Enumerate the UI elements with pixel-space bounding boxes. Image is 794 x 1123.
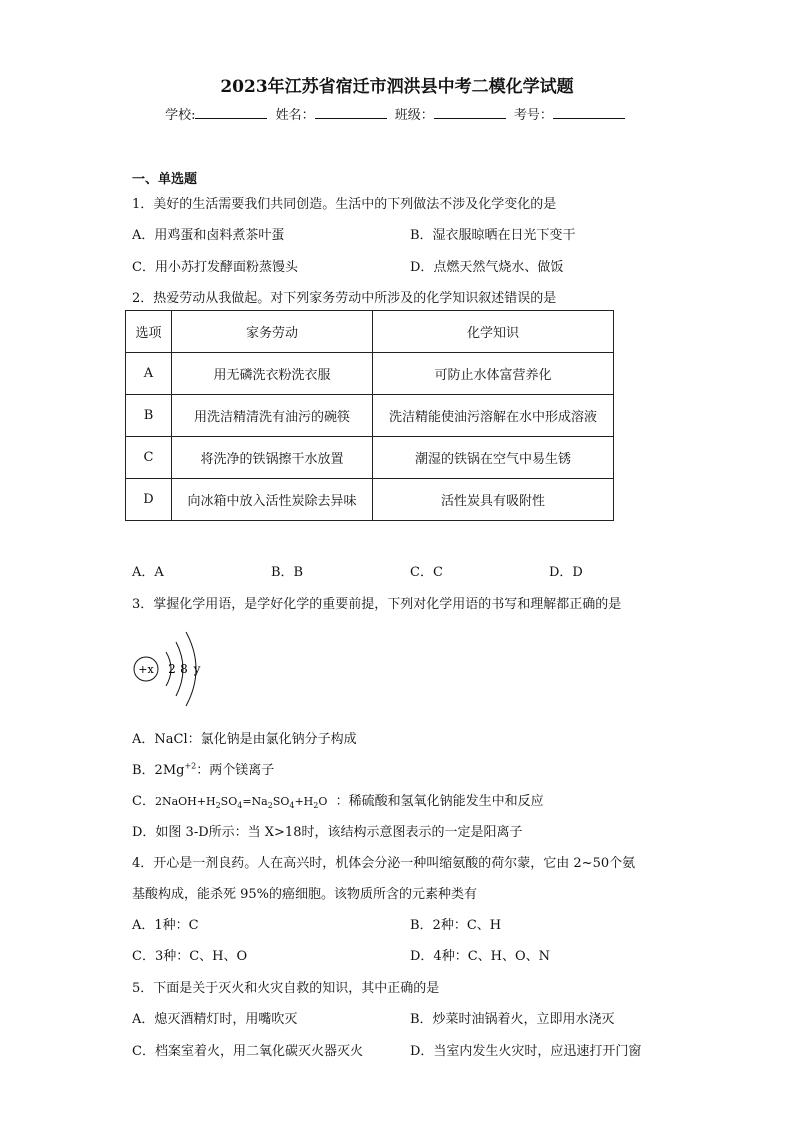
q2-option-c: C．C <box>410 565 443 580</box>
q1-option-c: C．用小苏打发酵面粉蒸馒头 <box>132 260 298 275</box>
q4-option-d: D．4种：C、H、O、N <box>410 949 551 964</box>
table-cell: A <box>126 353 172 395</box>
table-cell: 可防止水体富营养化 <box>373 353 614 395</box>
shell1-electrons: 2 <box>168 662 176 676</box>
q5-option-c: C．档案室着火，用二氧化碳灭火器灭火 <box>132 1044 363 1059</box>
header-knowledge: 化学知识 <box>373 311 614 353</box>
q5-option-b: B．炒菜时油锅着火，立即用水浇灭 <box>410 1012 615 1027</box>
section-heading: 一、单选题 <box>132 172 198 187</box>
option-b-charge: +2 <box>184 761 197 771</box>
name-blank[interactable] <box>315 106 387 119</box>
atom-structure-diagram <box>130 622 220 712</box>
table-row <box>126 437 614 479</box>
q1-option-d: D．点燃天然气烧水、做饭 <box>410 260 564 275</box>
q4-option-c: C．3种：C、H、O <box>132 949 248 964</box>
q5-stem: 5．下面是关于灭火和火灾自救的知识，其中正确的是 <box>132 981 440 996</box>
q3-option-b <box>132 759 274 778</box>
class-label: 班级： <box>394 108 434 123</box>
option-c-equation: $2NaOH+H_2SO_4=Na_2SO_4+H_2O$ <box>154 795 328 811</box>
option-b-formula: B．2Mg <box>132 763 185 778</box>
q1-stem: 1．美好的生活需要我们共同创造。生活中的下列做法不涉及化学变化的是 <box>132 197 557 212</box>
q1-option-a: A．用鸡蛋和卤料煮茶叶蛋 <box>132 228 285 243</box>
table-cell: 向冰箱中放入活性炭除去异味 <box>172 479 373 521</box>
header-housework: 家务劳动 <box>172 311 373 353</box>
exam-no-label: 考号： <box>513 108 553 123</box>
q2-stem: 2．热爱劳动从我做起。对下列家务劳动中所涉及的化学知识叙述错误的是 <box>132 291 557 306</box>
q3-stem: 3．掌握化学用语，是学好化学的重要前提，下列对化学用语的书写和理解都正确的是 <box>132 597 622 612</box>
table-cell: 潮湿的铁锅在空气中易生锈 <box>373 437 614 479</box>
q5-option-a: A．熄灭酒精灯时，用嘴吹灭 <box>132 1012 298 1027</box>
table-row <box>126 479 614 521</box>
table-cell: C <box>126 437 172 479</box>
school-label: 学校: <box>165 108 196 123</box>
table-cell: 洗洁精能使油污溶解在水中形成溶液 <box>373 395 614 437</box>
q2-option-d: D．D <box>549 565 583 580</box>
table-cell: 将洗净的铁锅擦干水放置 <box>172 437 373 479</box>
name-label: 姓名： <box>275 108 315 123</box>
q2-option-b: B．B <box>271 565 304 580</box>
exam-no-blank[interactable] <box>553 106 625 119</box>
q4-option-a: A．1种：C <box>132 918 199 933</box>
shell3-electrons: y <box>193 662 201 676</box>
option-c-prefix: C． <box>132 794 155 809</box>
shell2-electrons: 8 <box>180 662 188 676</box>
class-blank[interactable] <box>434 106 506 119</box>
table-cell: 用洗洁精清洗有油污的碗筷 <box>172 395 373 437</box>
q3-option-d: D．如图 3-D所示：当 X>18时，该结构示意图表示的一定是阳离子 <box>132 825 523 840</box>
q4-stem-line1: 4．开心是一剂良药。人在高兴时，机体会分泌一种叫缩氨酸的荷尔蒙，它由 2~50个氨 <box>132 856 636 871</box>
q1-option-b: B．湿衣服晾晒在日光下变干 <box>410 228 576 243</box>
table-header-row <box>126 311 614 353</box>
table-cell: 用无磷洗衣粉洗衣服 <box>172 353 373 395</box>
table-cell: B <box>126 395 172 437</box>
option-b-text: ：两个镁离子 <box>196 763 275 778</box>
q5-option-d: D．当室内发生火灾时，应迅速打开门窗 <box>410 1044 642 1059</box>
student-info-line <box>0 104 794 123</box>
q3-option-a: A．NaCl：氯化钠是由氯化钠分子构成 <box>132 732 357 747</box>
q2-option-a: A．A <box>132 565 164 580</box>
table-row <box>126 395 614 437</box>
header-option: 选项 <box>126 311 172 353</box>
school-blank[interactable] <box>195 106 267 119</box>
q4-stem-line2: 基酸构成，能杀死 95%的癌细胞。该物质所含的元素种类有 <box>132 887 478 902</box>
table-row <box>126 353 614 395</box>
nucleus-charge: +x <box>138 663 154 676</box>
document-title: 2023年江苏省宿迁市泗洪县中考二模化学试题 <box>220 77 574 97</box>
table-cell: D <box>126 479 172 521</box>
q2-table <box>125 310 614 521</box>
q3-option-c <box>132 790 544 810</box>
table-cell: 活性炭具有吸附性 <box>373 479 614 521</box>
option-c-text: ：稀硫酸和氢氧化钠能发生中和反应 <box>335 794 544 809</box>
q4-option-b: B．2种：C、H <box>410 918 502 933</box>
